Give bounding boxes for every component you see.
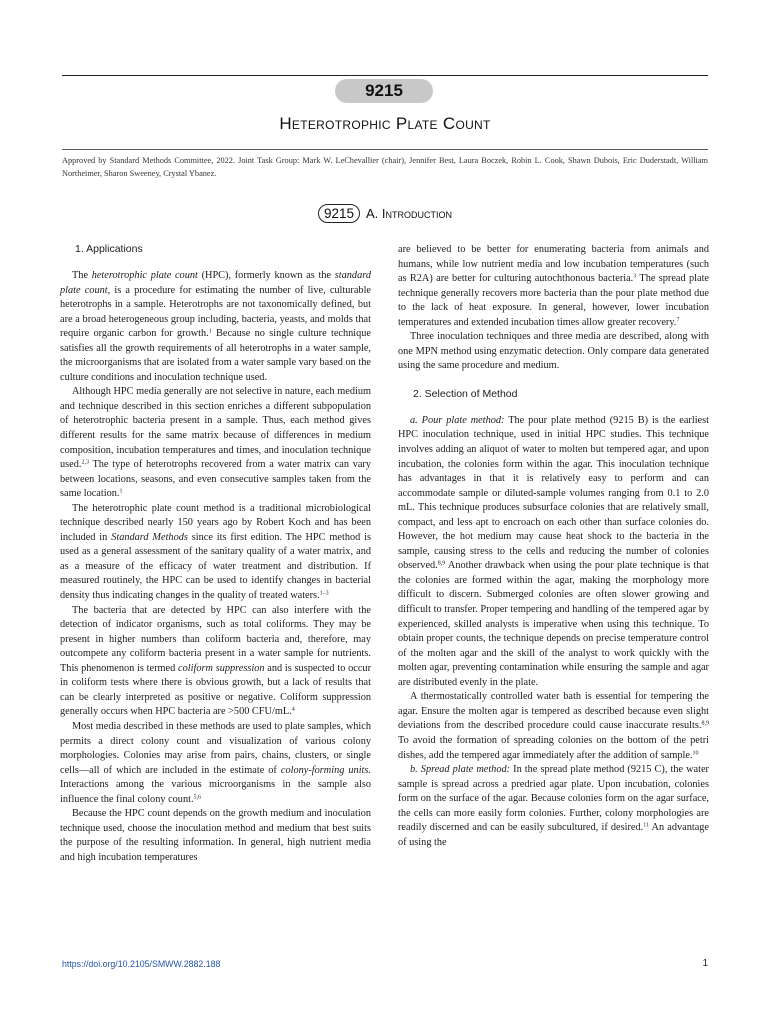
right-column <box>398 243 709 850</box>
paragraph: Because the HPC count depends on the growth medium and inoculation technique used, choose the inoculation method and medium that best suits the purpose of the resulting information. In general, high nutrient media and high incubation temperatures <box>60 808 371 863</box>
divider <box>62 149 708 150</box>
page-title: Heterotrophic Plate Count <box>279 114 491 133</box>
paragraph: The bacteria that are detected by HPC can also interfere with the detection of indicator organisms, such as total coliforms. They may be present in higher numbers than coliform bacteria and, therefore, may outcompete any coliform bacteria present in a water sample for nutrients. This phenomenon is termed coliform suppression and is suspected to occur in coliform tests where there is obvious growth, but a lack of results that can be clearly interpreted as positive or negative. Coliform suppression generally occurs when HPC bacteria are >500 CFU/mL.$^4$ <box>60 604 371 718</box>
doi-link[interactable]: https://doi.org/10.2105/SMWW.2882.188 <box>62 959 221 969</box>
approval-note: Approved by Standard Methods Committee, 2022. Joint Task Group: Mark W. LeChevallier (chair), Jennifer Best, Laura Boczek, Robin L. Cook, Shawn Dubois, Eric Duderstadt, William Northeimer, Sharon Sweeney, Crystal Ybanez. <box>62 156 708 178</box>
section-title: A. Introduction <box>366 206 453 221</box>
section-number-pill: 9215 <box>318 204 360 223</box>
subheading-applications: 1. Applications <box>75 243 143 255</box>
method-number-badge: 9215 <box>335 79 433 103</box>
paragraph: Three inoculation techniques and three media are described, along with one MPN method using enzymatic detection. Only compare data generated using the same procedure and medium. <box>398 331 709 372</box>
paragraph: Most media described in these methods are used to plate samples, which permits a direct colony count and visualization of various colony morphologies. Colonies may arise from pairs, chains, clusters, or single cells—all of which are included in the estimate of colony-forming units. Interactions among the various microorganisms in the sample also influence the final colony count.$^{5,6}$ <box>60 720 371 805</box>
paragraph: The heterotrophic plate count method is a traditional microbiological technique described nearly 150 years ago by Robert Koch and has been included in Standard Methods since its first edition. The HPC method is used as a general assessment of the sanitary quality of a water matrix, and as a measure of the efficacy of water treatment and distribution. If measured routinely, the HPC can be used to identify changes in bacterial density thus indicating changes in the quality of treated waters.$^{1-3}$ <box>60 502 371 602</box>
paragraph: are believed to be better for enumerating bacteria from animals and humans, while low nutrient media and low incubation temperatures (such as R2A) are better for culturing autochthonous bacteria.$^3$ The spread plate technique generally recovers more bacteria than the pour plate method due to the lack of heat exposure. In general, however, lower incubation temperatures and extended incubation times allow greater recovery.$^7$ <box>398 244 709 328</box>
paragraph: b. Spread plate method: In the spread plate method (9215 C), the water sample is spread across a predried agar plate. Upon incubation, colonies form on the surface of the agar. Because colonies form on the agar surface, the cells can more easily form colonies. Further, colony morphologies are readily discerned and can be easily subcultured, if desired.$^{11}$ An advantage of using the <box>398 764 709 848</box>
paragraph: The heterotrophic plate count (HPC), formerly known as the standard plate count, is a procedure for estimating the number of live, culturable heterotrophs in a sample. Heterotrophs are not taxonomically defined, but are a broad heterogeneous group including, bacteria, yeasts, and molds that require organic carbon for growth.$^1$ Because no single culture technique satisfies all the growth requirements of all heterotrophs in a water sample, the microorganisms that are isolated from a water sample vary based on the culture conditions and inoculation technique used. <box>60 270 371 383</box>
paragraph: Although HPC media generally are not selective in nature, each medium and technique described in this section enriches a different subpopulation of heterotrophic bacteria present in a sample. Thus, each method gives different results for the same matrix because of differences in medium composition, incubation temperatures and times, and inoculation technique used.$^{2,3}$ The type of heterotrophs recovered from a water matrix can vary between locations, seasons, and even consecutive samples taken from the same location.$^1$ <box>60 386 371 500</box>
left-column <box>60 243 371 865</box>
section-heading <box>62 204 708 223</box>
top-rule <box>62 75 708 76</box>
subheading-selection-of-method: 2. Selection of Method <box>413 387 518 400</box>
paragraph: a. Pour plate method: The pour plate method (9215 B) is the earliest HPC inoculation technique, used in initial HPC studies. This technique involves adding an aliquot of water to molten but tempered agar, and upon incubation, the colonies form within the agar. This inoculation technique has advantages in that it is relatively easy to perform and can accommodate sample or diluted-sample volumes ranging from 0.1 to 2.0 mL. This technique produces subsurface colonies that are relatively small, compact, and less apt to encroach on each other than surface colonies do. However, the hot medium may cause heat shock to the bacteria in the sample, causing stress to the cells and reducing the number of colonies observed.$^{8,9}$ Another drawback when using the pour plate technique is that the colonies are formed within the agar, making the morphology more difficult to discern. Submerged colonies are often slower growing and difficult to transfer. Proper tempering and handling of the tempered agar by experienced, skilled analysts is imperative when using this technique. To obtain proper counts, the technique depends on precise temperature control of the molten agar and the skill of the analyst to work quickly with the molten agar, preventing contamination while ensuring the sample and agar are distributed evenly in the plate. <box>398 414 709 688</box>
page-number: 1 <box>702 958 708 969</box>
paragraph: A thermostatically controlled water bath is essential for tempering the agar. Ensure the molten agar is tempered as described because even slight deviations from the described procedure could cause inaccurate results.$^{8,9}$ To avoid the formation of spreading colonies on the bottom of the petri dishes, add the tempered agar immediately after the addition of sample.$^{10}$ <box>398 691 709 761</box>
